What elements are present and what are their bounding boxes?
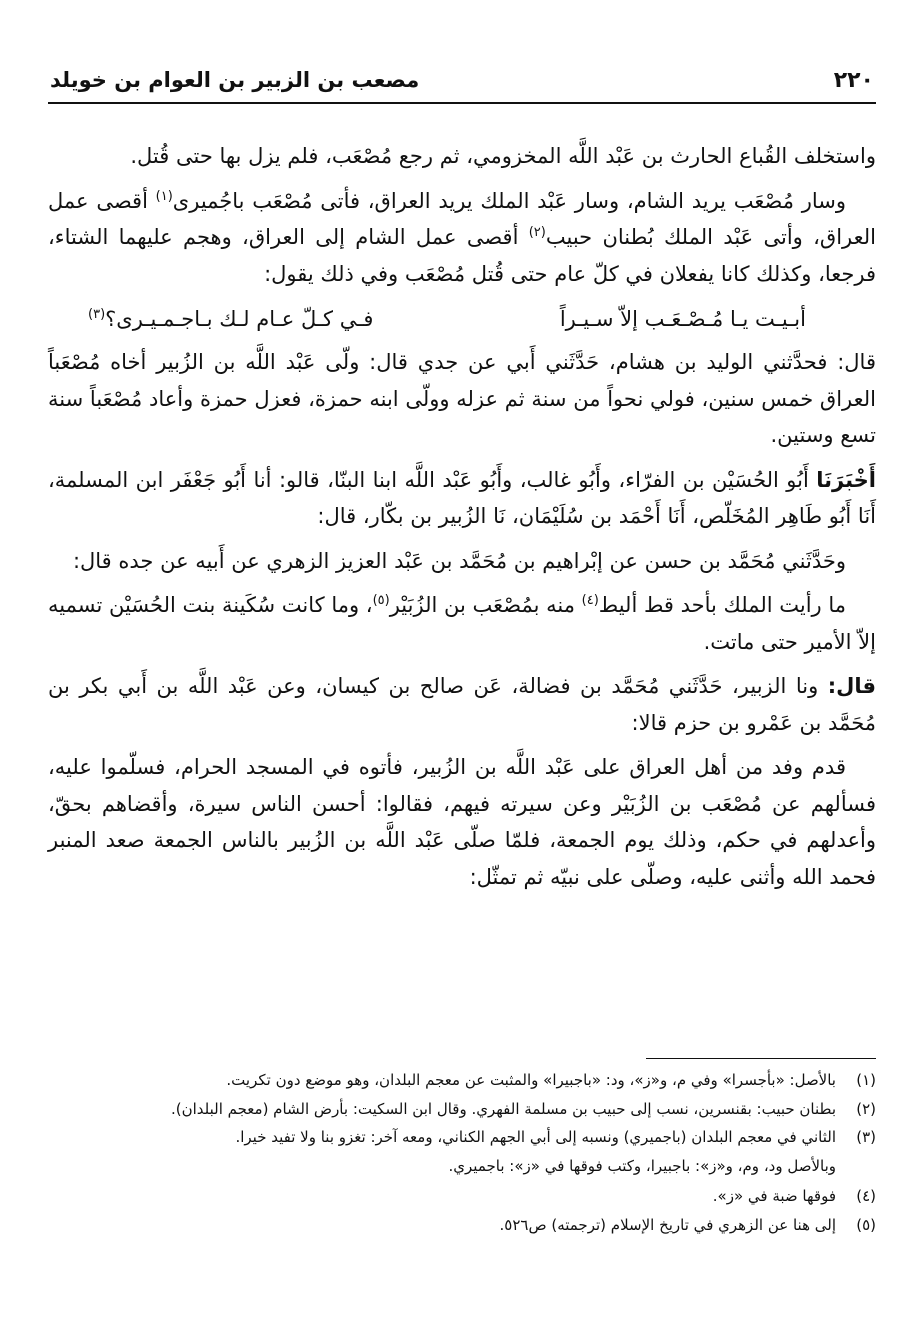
paragraph-1: واستخلف القُباع الحارث بن عَبْد اللَّه المخزومي، ثم رجع مُصْعَب، فلم يزل بها حتى قُتل. xyxy=(130,144,876,168)
paragraph-6-part-a: ما رأيت الملك بأحد قط أليط xyxy=(598,593,846,617)
verse-second-hemistich-wrap xyxy=(88,300,373,338)
paragraph-2-part-c: أقصى عمل الشام إلى العراق، وهجم عليهما الشتاء، فرجعا، وكذلك كانا يفعلان في كلّ عام حتى قُتل مُصْعَب وفي ذلك يقول: xyxy=(48,225,876,286)
footnote-ref-5: (٥) xyxy=(372,593,390,608)
footnote-1 xyxy=(48,1068,876,1093)
main-text xyxy=(48,138,876,903)
footnote-number: (٥) xyxy=(856,1215,876,1234)
paragraph-8: قدم وفد من أهل العراق على عَبْد اللَّه بن الزُبير، فأتوه في المسجد الحرام، فسلّموا عليه، فسألهم عن مُصْعَب بن الزُبَيْر وعن سيرته فيهم، فقالوا: أحسن الناس سيرة، وأقضاهم بحقّ، وأعدلهم في حكم، وذلك يوم الجمعة، فلمّا صلّى عَبْد اللَّه بن الزُبير بالناس الجمعة صعد المنبر فحمد الله وأثنى عليه، وصلّى على نبيّه ثم تمثّل: xyxy=(48,755,876,889)
paragraph-2-part-a: وسار مُصْعَب يريد الشام، وسار عَبْد الملك يريد العراق، فأتى مُصْعَب باجُميرى xyxy=(172,188,846,213)
paragraph-3: قال: فحدَّثني الوليد بن هشام، حَدَّثَني أَبي عن جدي قال: ولّى عَبْد اللَّه بن الزُبير أخاه مُصْعَباً العراق خمس سنين، فولي نحواً من سنة ثم عزله وولّى ابنه حمزة، فعزل حمزة وأعاد مُصْعَباً سنة تسع وستين. xyxy=(48,350,876,447)
footnote-4 xyxy=(48,1184,876,1209)
footnote-number: (٢) xyxy=(856,1099,876,1118)
footnote-text: الثاني في معجم البلدان (باجميري) ونسبه إلى أبي الجهم الكناني، ومعه آخر: تغزو بنا ولا تفيد خيرا. xyxy=(235,1128,836,1146)
paragraph-4-lead: أَخْبَرَنَا xyxy=(816,467,876,492)
footnote-ref-3: (٣) xyxy=(88,307,106,322)
footnote-text: فوقها ضبة في «ز». xyxy=(712,1187,836,1205)
footnote-ref-4: (٤) xyxy=(581,593,599,608)
paragraph-6 xyxy=(48,587,876,660)
footnote-separator xyxy=(646,1058,876,1059)
verse-second-hemistich: فـي كـلّ عـام لـك بـاجـمـيـرى؟ xyxy=(105,307,374,331)
paragraph-2-part-b: أقصى عمل العراق، وأتى عَبْد الملك بُطنان حبيب xyxy=(48,188,876,249)
page-number: ٢٢٠ xyxy=(833,68,874,93)
footnote-text: بطنان حبيب: بقنسرين، نسب إلى حبيب بن مسلمة الفهري. وقال ابن السكيت: بأرض الشام (معجم البلدان). xyxy=(170,1099,836,1118)
paragraph-4 xyxy=(48,462,876,535)
footnote-ref-1: (١) xyxy=(155,188,173,204)
paragraph-6-part-c: ، وما كانت سُكَينة بنت الحُسَيْن تسميه إلاّ الأمير حتى ماتت. xyxy=(48,593,876,654)
footnote-number: (٣) xyxy=(856,1128,876,1146)
footnote-text: إلى هنا عن الزهري في تاريخ الإسلام (ترجمته) ص٥٢٦. xyxy=(499,1215,836,1234)
verse-first-hemistich: أبـيـت يـا مُـصْـعَـب إلاّ سـيـراً xyxy=(559,307,806,331)
paragraph-7-text: ونا الزبير، حَدَّثَني مُحَمَّد بن فضالة، عَن صالح بن كيسان، وعن عَبْد اللَّه بن أَبي بكر بن مُحَمَّد بن عَمْرو بن حزم قالا: xyxy=(48,674,876,735)
paragraph-7 xyxy=(48,668,876,741)
footnotes xyxy=(48,1068,876,1241)
paragraph-5: وحَدَّثَني مُحَمَّد بن حسن عن إبْراهيم بن مُحَمَّد بن عَبْد العزيز الزهري عن أَبيه عن جده قال: xyxy=(72,548,846,573)
page-header xyxy=(48,66,876,104)
paragraph-6-part-b: منه بمُصْعَب بن الزُبَيْر xyxy=(389,593,582,617)
paragraph-7-lead: قال: xyxy=(827,674,876,698)
footnote-5 xyxy=(48,1213,876,1238)
footnote-number: (٤) xyxy=(856,1187,876,1205)
footnote-3 xyxy=(48,1125,876,1150)
footnote-text: بالأصل: «بأجسرا» وفي م، و«ز»، ود: «باجبيرا» والمثبت عن معجم البلدان، وهو موضع دون تكريت. xyxy=(226,1071,836,1089)
paragraph-4-text: أَبُو الحُسَيْن بن الفرّاء، وأَبُو غالب، وأَبُو عَبْد اللَّه ابنا البنّا، قالو: أنا أَبُو جَعْفَر ابن المسلمة، أَنَا أَبُو طَاهِر المُخَلّص، أَنَا أَحْمَد بن سُلَيْمَان، نَا الزُبير بن بكّار، قال: xyxy=(48,467,876,528)
footnote-ref-2: (٢) xyxy=(528,225,546,240)
footnote-2 xyxy=(48,1097,876,1122)
poem-verse xyxy=(88,300,806,338)
footnote-number: (١) xyxy=(856,1071,876,1089)
footnote-3-continuation: وبالأصل ود، وم، و«ز»: باجبيرا، وكتب فوقها في «ز»: باجميري. xyxy=(448,1156,836,1175)
running-title: مصعب بن الزبير بن العوام بن خويلد xyxy=(50,68,420,92)
paragraph-2 xyxy=(48,183,876,293)
